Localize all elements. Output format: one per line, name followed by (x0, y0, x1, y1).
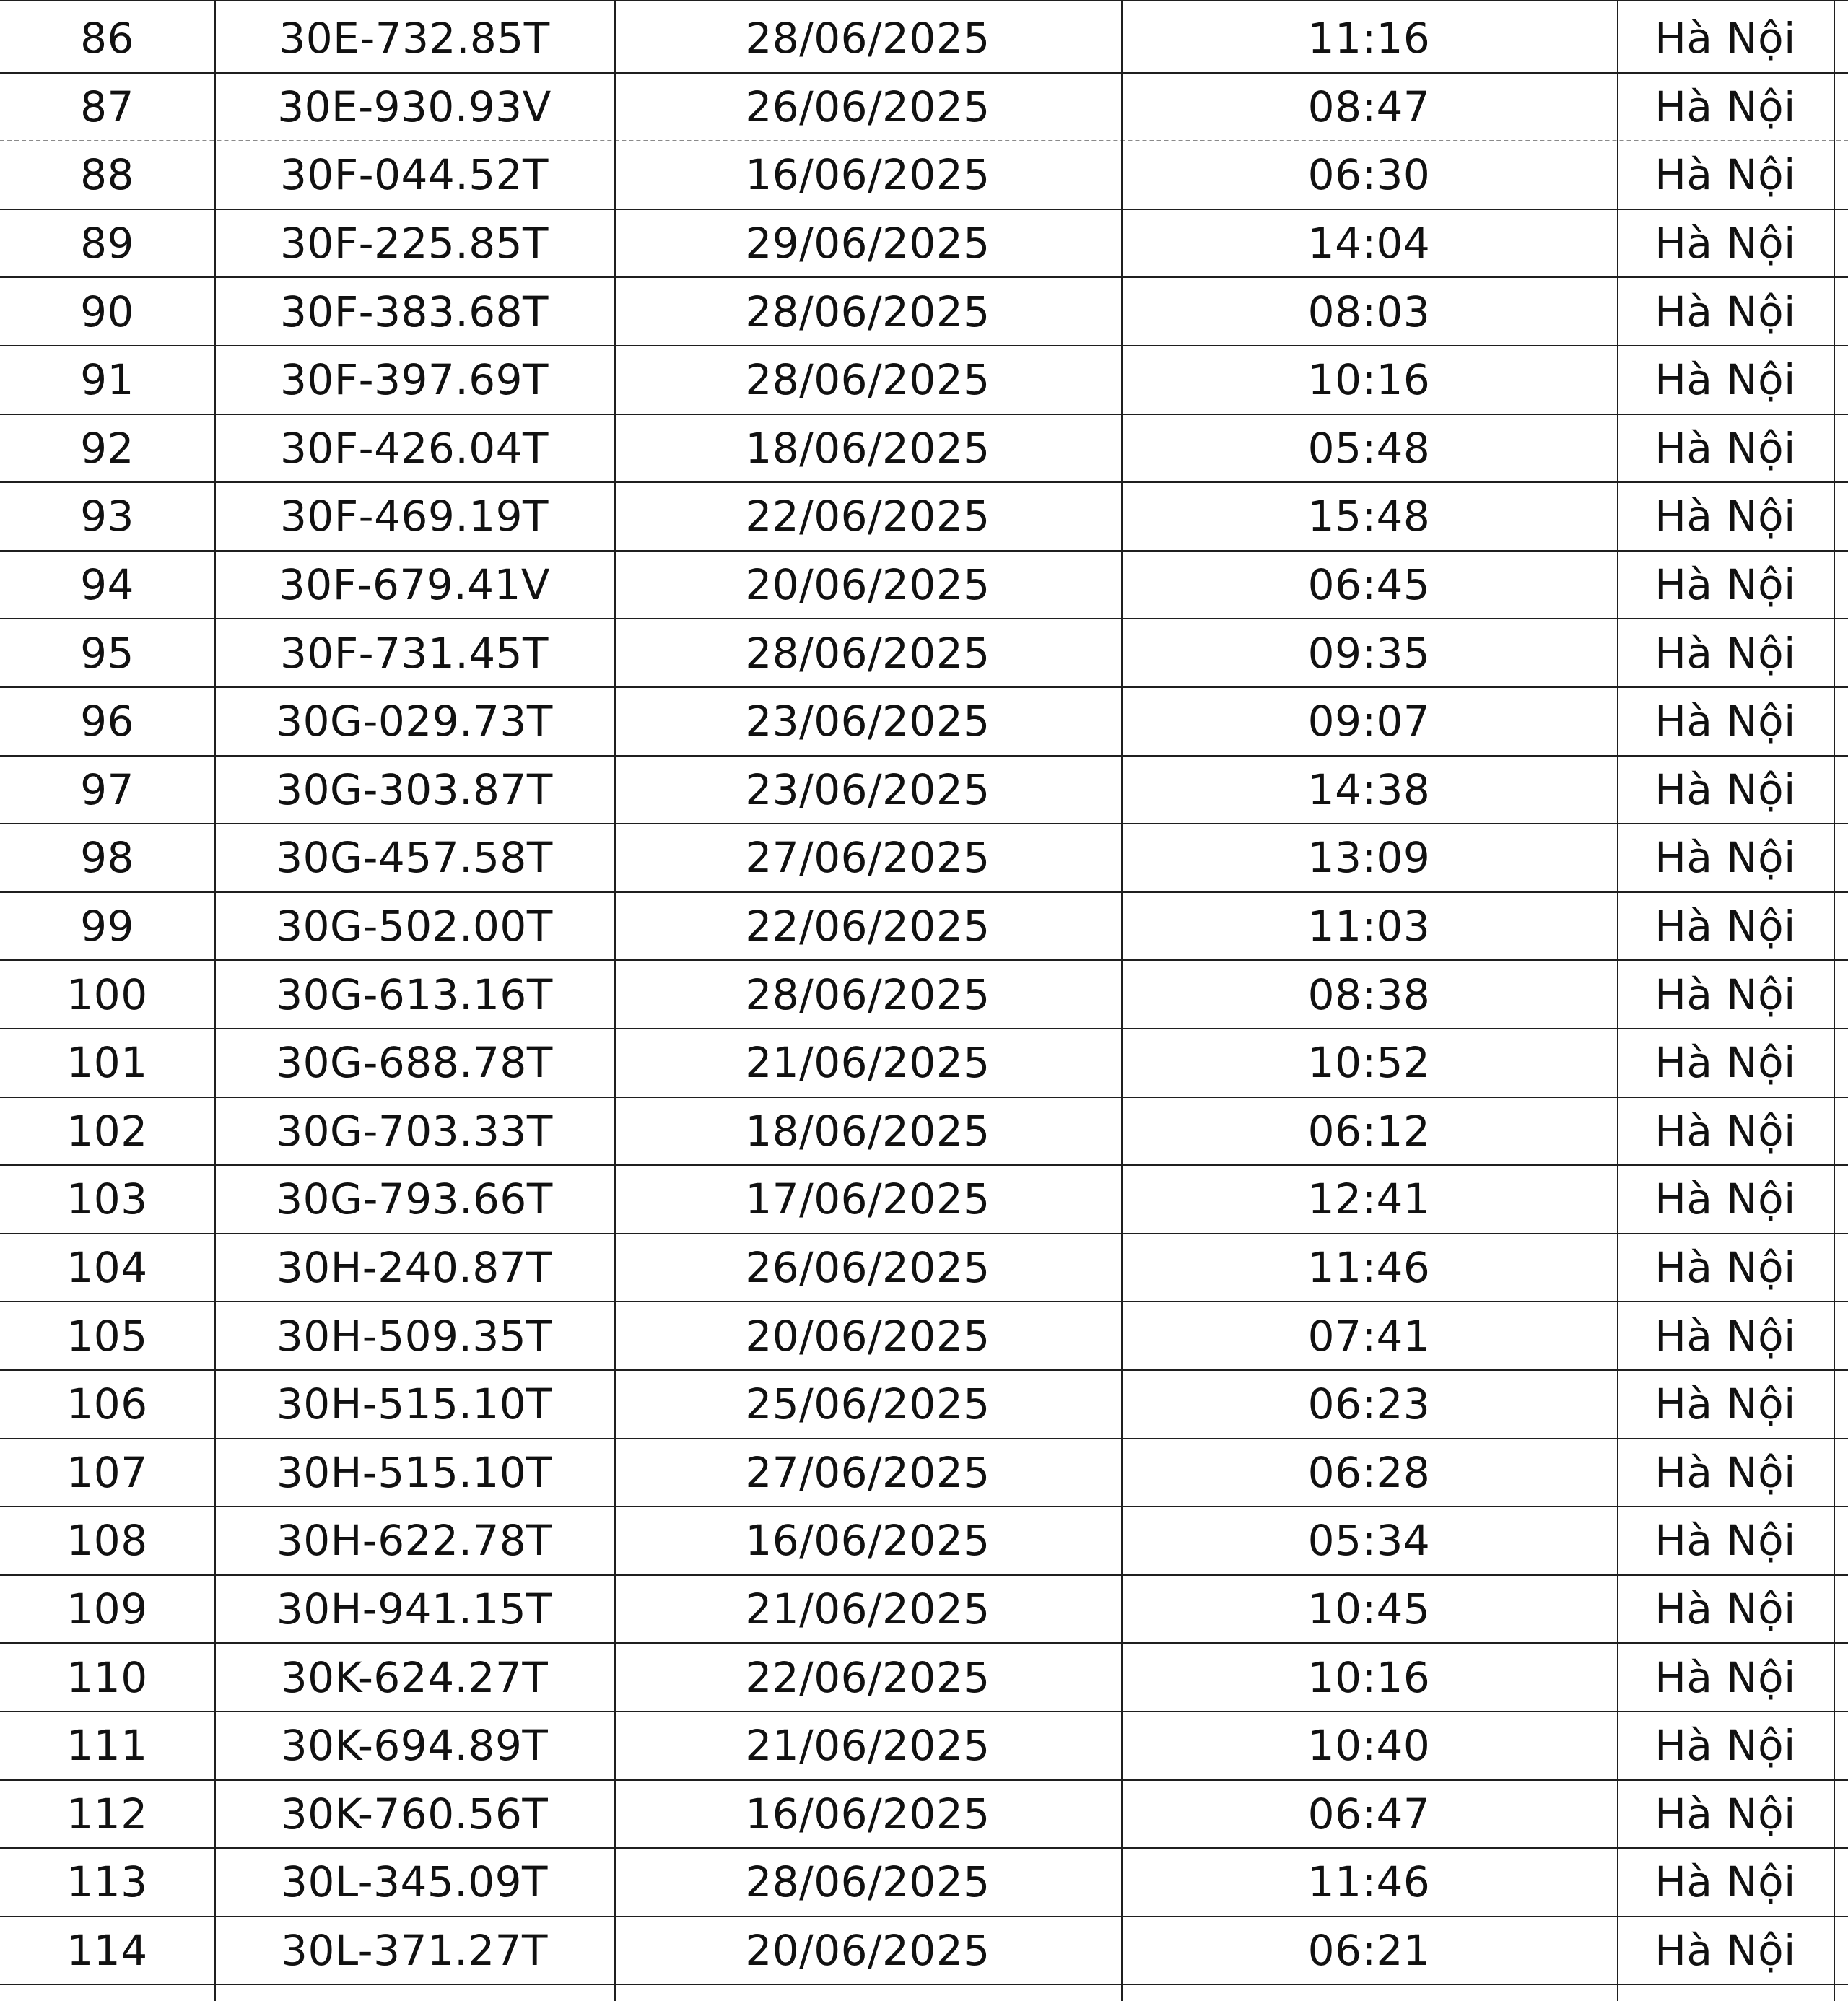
cell-stt[interactable]: 110 (66, 1652, 148, 1702)
cell-city[interactable]: Hà Nội (1655, 82, 1796, 131)
cell-license-plate[interactable]: 30G-502.00T (276, 902, 553, 951)
cell-license-plate[interactable]: 30F-044.52T (280, 150, 549, 200)
cell-city[interactable]: Hà Nội (1655, 1926, 1796, 1976)
cell-license-plate[interactable]: 30F-383.68T (280, 287, 549, 336)
cell-license-plate[interactable]: 30G-457.58T (276, 833, 553, 883)
cell-stt[interactable]: 92 (80, 423, 134, 473)
cell-city[interactable]: Hà Nội (1655, 287, 1796, 336)
table-row (0, 688, 1848, 757)
cell-stt[interactable]: 101 (66, 1038, 148, 1088)
cell-city[interactable]: Hà Nội (1655, 1584, 1796, 1634)
table-row (0, 1644, 1848, 1712)
cell-license-plate[interactable]: 30H-240.87T (276, 1243, 553, 1293)
cell-date[interactable]: 23/06/2025 (745, 764, 990, 814)
table-row (0, 1576, 1848, 1644)
cell-stt[interactable]: 111 (66, 1721, 148, 1771)
cell-license-plate[interactable]: 30G-029.73T (276, 697, 553, 746)
cell-city[interactable]: Hà Nội (1655, 1106, 1796, 1156)
table-row (0, 1029, 1848, 1098)
cell-license-plate[interactable]: 30E-930.93V (277, 82, 552, 131)
cell-time[interactable]: 06:28 (1307, 1447, 1431, 1497)
column-divider (614, 0, 616, 2001)
cell-license-plate[interactable]: 30K-624.27T (280, 1652, 549, 1702)
cell-license-plate[interactable]: 30K-760.56T (280, 1789, 549, 1839)
cell-license-plate[interactable]: 30H-515.10T (276, 1447, 553, 1497)
cell-time[interactable]: 10:16 (1307, 1652, 1431, 1702)
cell-license-plate[interactable]: 30F-731.45T (280, 628, 549, 678)
cell-city[interactable]: Hà Nội (1655, 1243, 1796, 1293)
cell-stt[interactable]: 114 (66, 1926, 148, 1976)
cell-time[interactable]: 15:48 (1307, 492, 1431, 541)
cell-time[interactable]: 14:04 (1307, 219, 1431, 269)
cell-city[interactable]: Hà Nội (1655, 1311, 1796, 1361)
cell-stt[interactable]: 112 (66, 1789, 148, 1839)
cell-time[interactable]: 06:30 (1307, 150, 1431, 200)
cell-time[interactable]: 06:23 (1307, 1379, 1431, 1429)
cell-stt[interactable]: 102 (66, 1106, 148, 1156)
cell-license-plate[interactable]: 30H-622.78T (276, 1516, 553, 1566)
cell-city[interactable]: Hà Nội (1655, 902, 1796, 951)
cell-time[interactable]: 06:45 (1307, 560, 1431, 610)
table-row (0, 1234, 1848, 1303)
table-row (0, 483, 1848, 552)
cell-license-plate[interactable]: 30G-613.16T (276, 969, 553, 1019)
table-row (0, 1098, 1848, 1167)
cell-license-plate[interactable]: 30F-397.69T (280, 355, 549, 405)
cell-city[interactable]: Hà Nội (1655, 1857, 1796, 1907)
cell-license-plate[interactable]: 30L-345.09T (281, 1857, 548, 1907)
cell-time[interactable]: 11:46 (1307, 1243, 1431, 1293)
cell-license-plate[interactable]: 30H-509.35T (276, 1311, 553, 1361)
cell-time[interactable]: 08:47 (1307, 82, 1431, 131)
cell-time[interactable]: 08:38 (1307, 969, 1431, 1019)
table-row (0, 824, 1848, 893)
cell-date[interactable]: 28/06/2025 (745, 969, 990, 1019)
table-top-border (0, 0, 1848, 1)
cell-date[interactable]: 23/06/2025 (745, 697, 990, 746)
cell-license-plate[interactable]: 30G-688.78T (276, 1038, 553, 1088)
cell-date[interactable]: 20/06/2025 (745, 1926, 990, 1976)
cell-date[interactable]: 18/06/2025 (745, 423, 990, 473)
cell-date[interactable]: 26/06/2025 (745, 82, 990, 131)
cell-city[interactable]: Hà Nội (1655, 628, 1796, 678)
table-row (0, 552, 1848, 620)
cell-time[interactable]: 06:12 (1307, 1106, 1431, 1156)
cell-stt[interactable]: 95 (80, 628, 134, 678)
cell-stt[interactable]: 97 (80, 764, 134, 814)
cell-city[interactable]: Hà Nội (1655, 697, 1796, 746)
cell-date[interactable]: 28/06/2025 (745, 355, 990, 405)
cell-city[interactable]: Hà Nội (1655, 1516, 1796, 1566)
cell-time[interactable]: 09:07 (1307, 697, 1431, 746)
cell-city[interactable]: Hà Nội (1655, 764, 1796, 814)
cell-stt[interactable]: 108 (66, 1516, 148, 1566)
cell-time[interactable]: 13:09 (1307, 833, 1431, 883)
cell-date[interactable]: 20/06/2025 (745, 560, 990, 610)
cell-stt[interactable]: 86 (80, 14, 134, 64)
cell-stt[interactable]: 98 (80, 833, 134, 883)
table-row (0, 1507, 1848, 1576)
cell-city[interactable]: Hà Nội (1655, 1721, 1796, 1771)
cell-date[interactable]: 29/06/2025 (745, 219, 990, 269)
cell-date[interactable]: 28/06/2025 (745, 287, 990, 336)
cell-date[interactable]: 27/06/2025 (745, 1447, 990, 1497)
table-row (0, 1439, 1848, 1508)
cell-date[interactable]: 17/06/2025 (745, 1174, 990, 1224)
cell-time[interactable]: 10:45 (1307, 1584, 1431, 1634)
table-row (0, 141, 1848, 210)
cell-date[interactable]: 21/06/2025 (745, 1721, 990, 1771)
table-row (0, 619, 1848, 688)
cell-stt[interactable]: 106 (66, 1379, 148, 1429)
cell-time[interactable]: 14:38 (1307, 764, 1431, 814)
cell-city[interactable]: Hà Nội (1655, 1789, 1796, 1839)
table-row (0, 1917, 1848, 1986)
table-row (0, 5, 1848, 74)
cell-date[interactable]: 21/06/2025 (745, 1038, 990, 1088)
table-row (0, 1781, 1848, 1849)
cell-date[interactable]: 28/06/2025 (745, 628, 990, 678)
cell-date[interactable]: 18/06/2025 (745, 1106, 990, 1156)
cell-time[interactable]: 11:16 (1307, 14, 1431, 64)
cell-time[interactable]: 05:34 (1307, 1516, 1431, 1566)
cell-date[interactable]: 20/06/2025 (745, 1311, 990, 1361)
column-divider (1121, 0, 1123, 2001)
cell-license-plate[interactable]: 30G-303.87T (276, 764, 553, 814)
cell-stt[interactable]: 104 (66, 1243, 148, 1293)
cell-date[interactable]: 16/06/2025 (745, 150, 990, 200)
cell-city[interactable]: Hà Nội (1655, 560, 1796, 610)
cell-stt[interactable]: 100 (66, 969, 148, 1019)
cell-stt[interactable]: 94 (80, 560, 134, 610)
cell-license-plate[interactable]: 30L-371.27T (281, 1926, 548, 1976)
cell-license-plate[interactable]: 30H-515.10T (276, 1379, 553, 1429)
cell-stt[interactable]: 93 (80, 492, 134, 541)
cell-stt[interactable]: 91 (80, 355, 134, 405)
cell-date[interactable]: 27/06/2025 (745, 833, 990, 883)
cell-time[interactable]: 12:41 (1307, 1174, 1431, 1224)
cell-time[interactable]: 07:41 (1307, 1311, 1431, 1361)
cell-license-plate[interactable]: 30F-469.19T (280, 492, 549, 541)
cell-date[interactable]: 25/06/2025 (745, 1379, 990, 1429)
table-row (0, 278, 1848, 346)
cell-stt[interactable]: 89 (80, 219, 134, 269)
cell-stt[interactable]: 96 (80, 697, 134, 746)
cell-time[interactable]: 05:48 (1307, 423, 1431, 473)
cell-date[interactable]: 16/06/2025 (745, 1789, 990, 1839)
cell-license-plate[interactable]: 30E-732.85T (279, 14, 550, 64)
table-row (0, 346, 1848, 415)
cell-date[interactable]: 22/06/2025 (745, 1652, 990, 1702)
cell-date[interactable]: 16/06/2025 (745, 1516, 990, 1566)
cell-city[interactable]: Hà Nội (1655, 14, 1796, 64)
cell-license-plate[interactable]: 30F-679.41V (278, 560, 551, 610)
cell-city[interactable]: Hà Nội (1655, 1174, 1796, 1224)
cell-city[interactable]: Hà Nội (1655, 1447, 1796, 1497)
cell-time[interactable]: 10:16 (1307, 355, 1431, 405)
table-row (0, 1166, 1848, 1234)
column-divider (214, 0, 216, 2001)
cell-license-plate[interactable]: 30K-694.89T (280, 1721, 549, 1771)
table-row (0, 961, 1848, 1029)
cell-city[interactable]: Hà Nội (1655, 1038, 1796, 1088)
cell-date[interactable]: 22/06/2025 (745, 902, 990, 951)
cell-stt[interactable]: 107 (66, 1447, 148, 1497)
column-divider (1834, 0, 1835, 2001)
cell-time[interactable]: 11:46 (1307, 1857, 1431, 1907)
cell-time[interactable]: 11:03 (1307, 902, 1431, 951)
cell-stt[interactable]: 113 (66, 1857, 148, 1907)
cell-license-plate[interactable]: 30G-703.33T (276, 1106, 553, 1156)
cell-stt[interactable]: 90 (80, 287, 134, 336)
cell-city[interactable]: Hà Nội (1655, 150, 1796, 200)
cell-license-plate[interactable]: 30F-225.85T (280, 219, 549, 269)
cell-city[interactable]: Hà Nội (1655, 969, 1796, 1019)
cell-date[interactable]: 22/06/2025 (745, 492, 990, 541)
cell-stt[interactable]: 99 (80, 902, 134, 951)
cell-license-plate[interactable]: 30H-941.15T (276, 1584, 553, 1634)
cell-time[interactable]: 10:40 (1307, 1721, 1431, 1771)
cell-time[interactable]: 06:47 (1307, 1789, 1431, 1839)
cell-city[interactable]: Hà Nội (1655, 219, 1796, 269)
table-row (0, 893, 1848, 962)
cell-city[interactable]: Hà Nội (1655, 492, 1796, 541)
cell-date[interactable]: 28/06/2025 (745, 1857, 990, 1907)
cell-city[interactable]: Hà Nội (1655, 1379, 1796, 1429)
cell-time[interactable]: 10:52 (1307, 1038, 1431, 1088)
cell-date[interactable]: 28/06/2025 (745, 14, 990, 64)
table-row (0, 210, 1848, 279)
cell-city[interactable]: Hà Nội (1655, 1652, 1796, 1702)
cell-time[interactable]: 09:35 (1307, 628, 1431, 678)
cell-time[interactable]: 06:21 (1307, 1926, 1431, 1976)
cell-license-plate[interactable]: 30G-793.66T (276, 1174, 553, 1224)
table-row (0, 757, 1848, 825)
cell-stt[interactable]: 105 (66, 1311, 148, 1361)
cell-city[interactable]: Hà Nội (1655, 423, 1796, 473)
column-divider (1617, 0, 1618, 2001)
table-row (0, 1712, 1848, 1781)
table-row (0, 415, 1848, 484)
cell-license-plate[interactable]: 30F-426.04T (280, 423, 549, 473)
cell-city[interactable]: Hà Nội (1655, 355, 1796, 405)
cell-stt[interactable]: 88 (80, 150, 134, 200)
cell-stt[interactable]: 109 (66, 1584, 148, 1634)
cell-city[interactable]: Hà Nội (1655, 833, 1796, 883)
table-row (0, 1302, 1848, 1371)
cell-date[interactable]: 21/06/2025 (745, 1584, 990, 1634)
cell-time[interactable]: 08:03 (1307, 287, 1431, 336)
table-row (0, 1371, 1848, 1439)
cell-stt[interactable]: 87 (80, 82, 134, 131)
table-row (0, 74, 1848, 142)
cell-stt[interactable]: 103 (66, 1174, 148, 1224)
cell-date[interactable]: 26/06/2025 (745, 1243, 990, 1293)
table-row (0, 1849, 1848, 1917)
